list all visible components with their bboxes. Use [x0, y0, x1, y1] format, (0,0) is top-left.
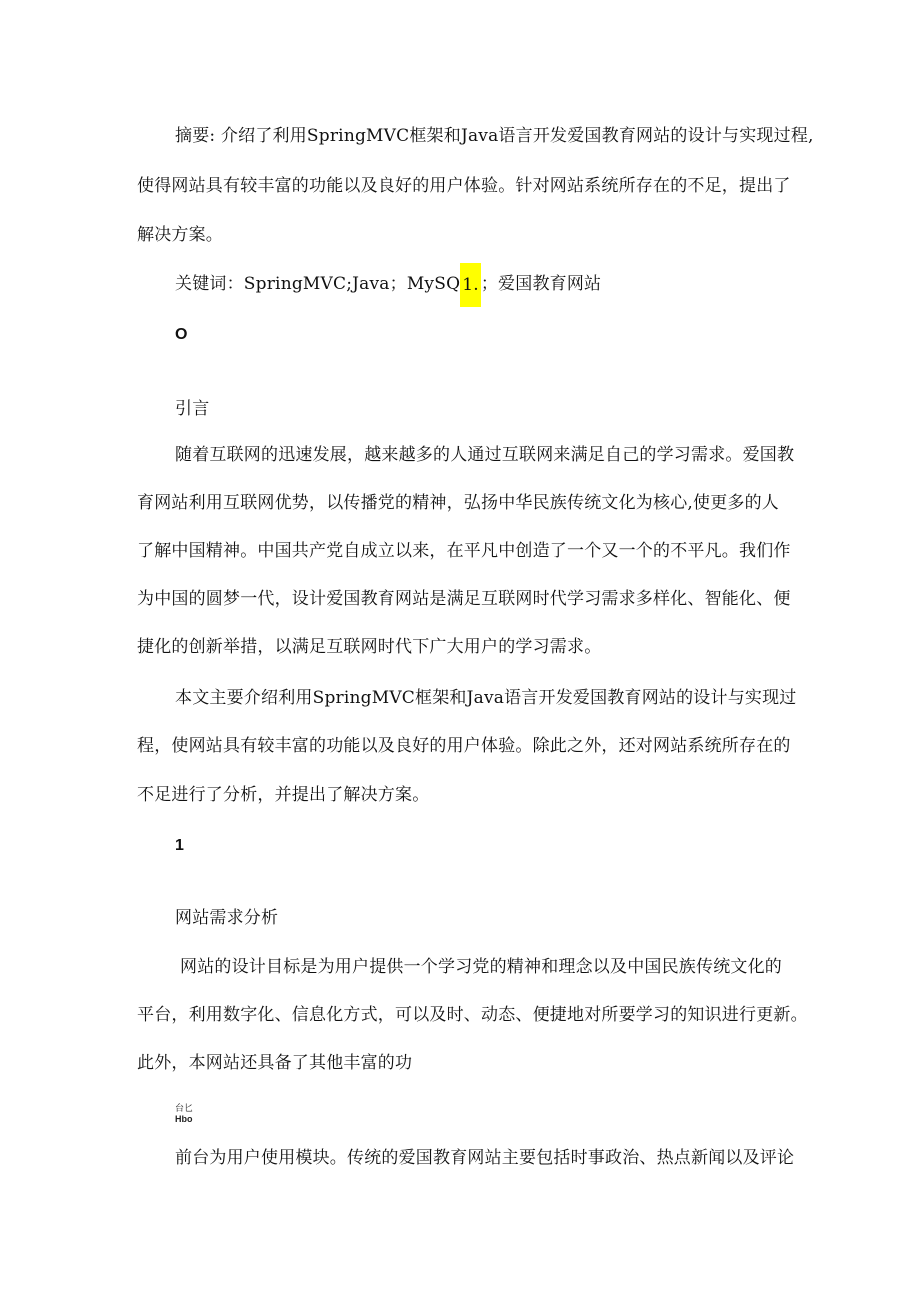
intro-p1-line-4: 为中国的圆梦一代，设计爱国教育网站是满足互联网时代学习需求多样化、智能化、便: [137, 589, 791, 609]
section-1-p2-line-1: 前台为用户使用模块。传统的爱国教育网站主要包括时事政治、热点新闻以及评论: [175, 1148, 795, 1168]
intro-p2-line-2: 程，使网站具有较丰富的功能以及良好的用户体验。除此之外，还对网站系统所存在的: [137, 736, 791, 756]
intro-p1-line-1: 随着互联网的迅速发展，越来越多的人通过互联网来满足自己的学习需求。爱国教: [175, 445, 795, 465]
section-1-number: 1: [175, 837, 184, 854]
abstract-line-2: 使得网站具有较丰富的功能以及良好的用户体验。针对网站系统所存在的不足，提出了: [137, 176, 791, 196]
intro-p2-line-3: 不足进行了分析，并提出了解决方案。: [137, 785, 430, 805]
intro-p2-line-1: 本文主要介绍利用SpringMVC框架和Java语言开发爱国教育网站的设计与实现过: [175, 688, 797, 708]
section-1-p1-line-2: 平台，利用数字化、信息化方式，可以及时、动态、便捷地对所要学习的知识进行更新。: [137, 1005, 808, 1025]
intro-p1-line-3: 了解中国精神。中国共产党自成立以来，在平凡中创造了一个又一个的不平凡。我们作: [137, 541, 791, 561]
keywords-suffix: ；爱国教育网站: [480, 274, 602, 294]
section-0-number: O: [175, 326, 188, 343]
section-1-title: 网站需求分析: [175, 908, 279, 928]
keywords-line: [175, 262, 601, 307]
section-1-p1-line-1: 网站的设计目标是为用户提供一个学习党的精神和理念以及中国民族传统文化的: [180, 957, 782, 977]
keywords-prefix: 关键词：SpringMVC;Java；MySQ: [175, 274, 461, 294]
abstract-line-3: 解决方案。: [137, 225, 223, 245]
keywords-highlight: 1.: [460, 263, 481, 307]
intro-p1-line-5: 捷化的创新举措，以满足互联网时代下广大用户的学习需求。: [137, 637, 602, 657]
section-1-p1-line-3: 此外，本网站还具备了其他丰富的功: [137, 1053, 413, 1073]
figure-caption-line-1: 台匕: [175, 1103, 194, 1113]
figure-caption-line-2: Hbo: [175, 1114, 193, 1124]
abstract-line-1: 摘要: 介绍了利用SpringMVC框架和Java语言开发爱国教育网站的设计与实现过程,: [175, 126, 814, 146]
section-0-title: 引言: [175, 399, 210, 419]
intro-p1-line-2: 育网站利用互联网优势，以传播党的精神，弘扬中华民族传统文化为核心,使更多的人: [137, 493, 780, 513]
